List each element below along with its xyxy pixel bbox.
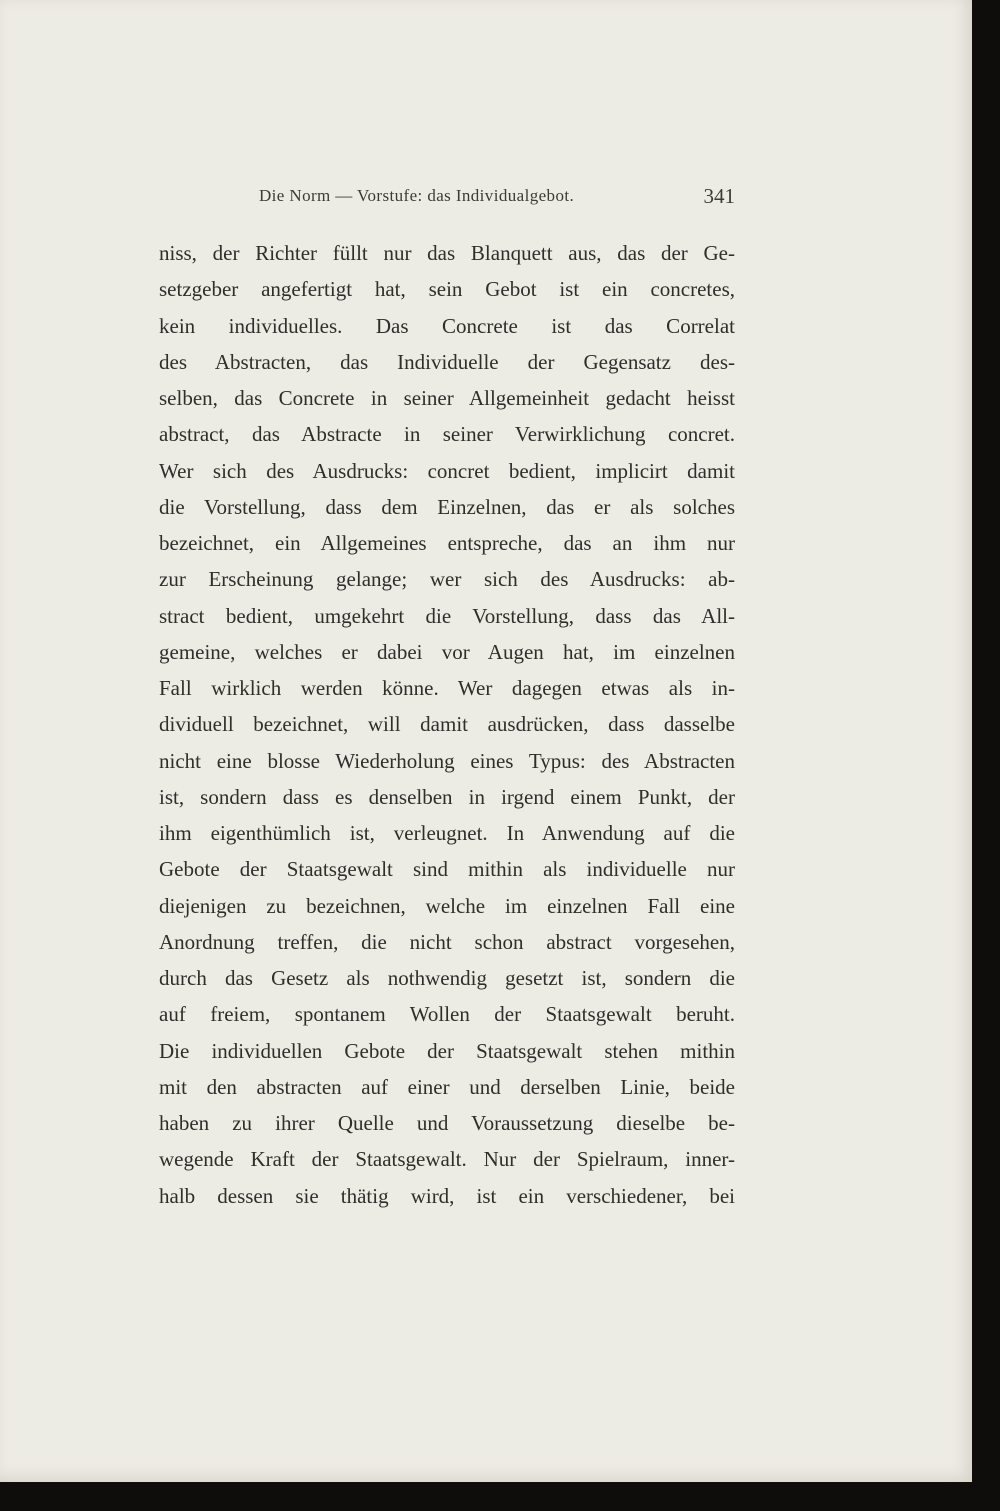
text-line: ist, sondern dass es denselben in irgend einem Punkt, der bbox=[159, 784, 735, 809]
text-line: halb dessen sie thätig wird, ist ein verschiedener, bei bbox=[159, 1183, 735, 1208]
page-header bbox=[159, 178, 735, 212]
text-line: dividuell bezeichnet, will damit ausdrücken, dass dasselbe bbox=[159, 712, 735, 737]
text-line: diejenigen zu bezeichnen, welche im einzelnen Fall eine bbox=[159, 893, 735, 918]
text-line: niss, der Richter füllt nur das Blanquett aus, das der Ge- bbox=[159, 241, 735, 265]
text-line: abstract, das Abstracte in seiner Verwirklichung concret. bbox=[159, 422, 735, 447]
text-line: ihm eigenthümlich ist, verleugnet. In Anwendung auf die bbox=[159, 821, 735, 845]
text-line: stract bedient, umgekehrt die Vorstellung, dass das All- bbox=[159, 603, 735, 628]
text-line: mit den abstracten auf einer und derselben Linie, beide bbox=[159, 1074, 735, 1099]
text-line: Fall wirklich werden könne. Wer dagegen etwas als in- bbox=[159, 676, 735, 700]
text-line: des Abstracten, das Individuelle der Gegensatz des- bbox=[159, 349, 735, 374]
running-head: Die Norm — Vorstufe: das Individualgebot. bbox=[259, 186, 575, 205]
text-line: bezeichnet, ein Allgemeines entspreche, das an ihm nur bbox=[159, 531, 735, 555]
text-line: Die individuellen Gebote der Staatsgewalt stehen mithin bbox=[159, 1038, 735, 1063]
text-line: kein individuelles. Das Concrete ist das Correlat bbox=[159, 313, 735, 338]
text-line: setzgeber angefertigt hat, sein Gebot ist ein concretes, bbox=[159, 277, 735, 302]
text-line: auf freiem, spontanem Wollen der Staatsgewalt beruht. bbox=[159, 1002, 735, 1027]
page-number: 341 bbox=[703, 184, 735, 208]
text-line: durch das Gesetz als nothwendig gesetzt ist, sondern die bbox=[159, 966, 735, 990]
text-line: Anordnung treffen, die nicht schon abstract vorgesehen, bbox=[159, 929, 735, 954]
text-line: gemeine, welches er dabei vor Augen hat, im einzelnen bbox=[159, 639, 735, 664]
text-line: nicht eine blosse Wiederholung eines Typus: des Abstracten bbox=[159, 748, 735, 773]
text-line: wegende Kraft der Staatsgewalt. Nur der Spielraum, inner- bbox=[159, 1147, 735, 1172]
body-text bbox=[159, 235, 735, 1214]
text-line: Gebote der Staatsgewalt sind mithin als individuelle nur bbox=[159, 857, 735, 882]
text-line: die Vorstellung, dass dem Einzelnen, das er als solches bbox=[159, 494, 735, 519]
text-line: selben, das Concrete in seiner Allgemeinheit gedacht heisst bbox=[159, 386, 735, 410]
text-line: zur Erscheinung gelange; wer sich des Ausdrucks: ab- bbox=[159, 567, 735, 592]
text-line: haben zu ihrer Quelle und Voraussetzung dieselbe be- bbox=[159, 1111, 735, 1135]
text-line: Wer sich des Ausdrucks: concret bedient, implicirt damit bbox=[159, 458, 735, 483]
